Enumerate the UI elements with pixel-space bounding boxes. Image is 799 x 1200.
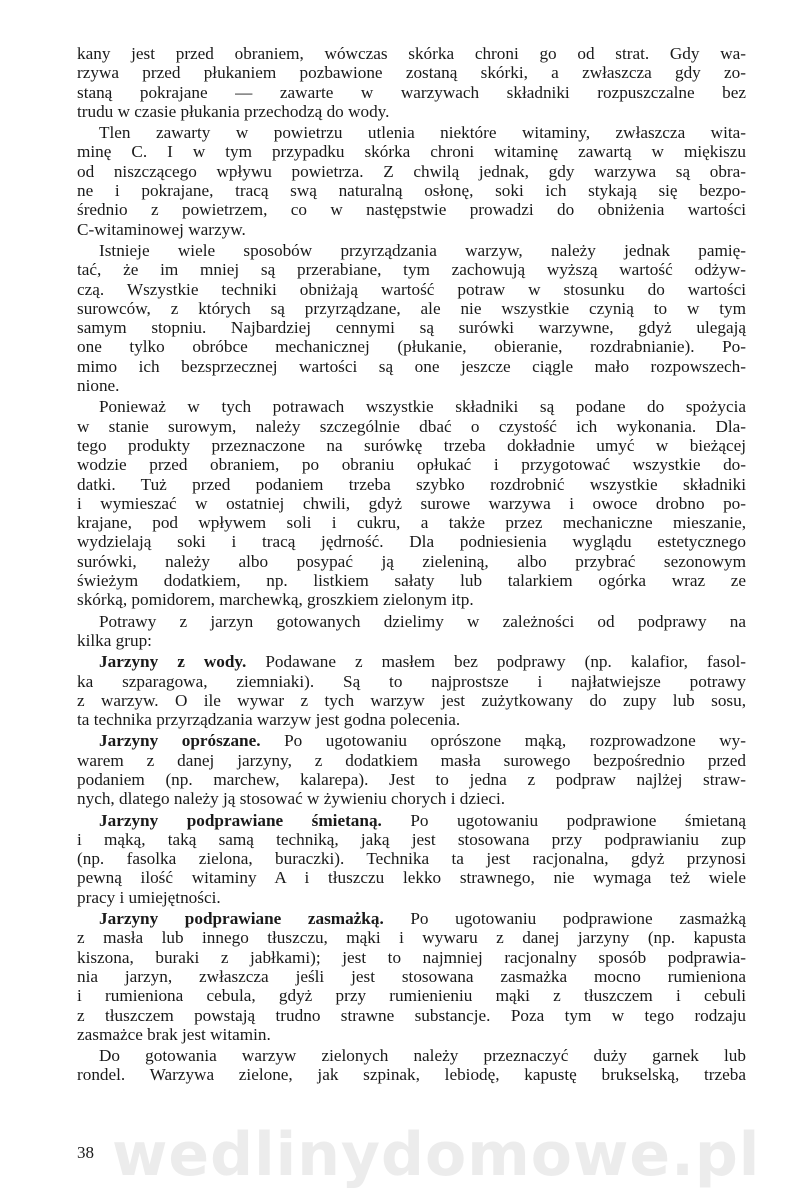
text-line [77,241,746,260]
line-text: zasmażce brak jest witamin. [77,1024,271,1044]
line-text: z masła lub innego tłuszczu, mąki i wywaru z danej jarzyny (np. kapusta [77,928,746,948]
text-line [77,417,746,436]
line-text: z tłuszczem powstają trudno strawne substancje. Poza tym w tego rodzaju [77,1005,746,1025]
page-body [77,44,746,1087]
text-line [77,475,746,494]
line-text: pracy i umiejętności. [77,887,221,907]
section-lead: Jarzyny oprószane. [99,731,261,751]
section-lead: Jarzyny podprawiane śmietaną. [99,810,382,830]
text-line [77,513,746,532]
line-text: minę C. I w tym przypadku skórka chroni witaminę zawartą w miękiszu [77,142,746,162]
line-text: wydzielają soki i tracą jędrność. Dla podniesienia wyglądu estetycznego [77,532,746,552]
section-lead: Jarzyny z wody. [99,652,247,672]
text-line [77,986,746,1005]
line-text: ka szparagowa, ziemniaki). Są to najprostsze i najłatwiejsze potrawy [77,671,746,691]
paragraph [77,241,746,395]
line-text: staną pokrajane — zawarte w warzywach składniki rozpuszczalne bez [77,82,746,102]
line-text: tać, że im mniej są przerabiane, tym zachowują wyższą wartość odżyw- [77,260,746,280]
line-text: Do gotowania warzyw zielonych należy przeznaczyć duży garnek lub [99,1046,746,1066]
paragraph [77,397,746,609]
text-line [77,181,746,200]
text-line [77,928,746,947]
line-text: czą. Wszystkie techniki obniżają wartość potraw w stosunku do wartości [77,279,746,299]
text-line [77,888,746,907]
line-text: Po ugotowaniu oprószone mąką, rozprowadzone wy- [260,731,746,751]
text-line [77,123,746,142]
line-text: mimo ich bezsprzecznej wartości są one jeszcze ciągle mało rozpowszech- [77,356,746,376]
line-text: (np. fasolka zielona, buraczki). Technika ta jest racjonalna, gdyż przynosi [77,849,746,869]
section-lead: Jarzyny podprawiane zasmażką. [99,909,384,929]
line-text: warem z danej jarzyny, z dodatkiem masła surowego bezpośrednio przed [77,750,746,770]
text-line [77,260,746,279]
line-text: Tlen zawarty w powietrzu utlenia niektóre witaminy, zwłaszcza wita- [99,123,746,143]
text-line [77,318,746,337]
line-text: i rumieniona cebula, gdyż przy rumienieniu mąki z tłuszczem i cebuli [77,986,746,1006]
line-text: surówki, należy albo posypać ją zieleniną, albo przybrać sezonowym [77,551,746,571]
text-line [77,789,746,808]
text-line [77,631,746,650]
text-line [77,63,746,82]
line-text: C-witaminowej warzyw. [77,219,246,239]
line-text: wodzie przed obraniem, po obraniu opłukać i przygotować wszystkie do- [77,455,746,475]
line-text: z warzyw. O ile wywar z tych warzyw jest zużytkowany do zupy lub sosu, [77,690,746,710]
line-text: nione. [77,376,120,396]
text-line [77,376,746,395]
text-line [77,397,746,416]
text-line [77,142,746,161]
line-text: Po ugotowaniu podprawione zasmażką [383,909,746,929]
paragraph [77,44,746,121]
text-line [77,337,746,356]
line-text: datki. Tuż przed podaniem trzeba szybko rozdrobnić wszystkie składniki [77,474,746,494]
text-line [77,967,746,986]
text-line [77,455,746,474]
text-line [77,830,746,849]
line-text: Ponieważ w tych potrawach wszystkie składniki są podane do spożycia [99,397,746,417]
paragraph [77,811,746,907]
line-text: podaniem (np. marchew, kalarepa). Jest to jedna z podpraw najlżej straw- [77,769,746,789]
text-line [77,590,746,609]
line-text: tego produkty przeznaczone na surówkę trzeba dokładnie umyć w bieżącej [77,435,746,455]
text-line [77,357,746,376]
line-text: ta technika przyrządzania warzyw jest godna polecenia. [77,710,461,730]
line-text: skórką, pomidorem, marchewką, groszkiem zielonym itp. [77,590,474,610]
text-line [77,494,746,513]
text-line [77,811,746,830]
text-line [77,691,746,710]
line-text: od niszczącego wpływu powietrza. Z chwilą jednak, gdy warzywa są obra- [77,161,746,181]
paragraph [77,612,746,651]
line-text: pewną ilość witaminy A i tłuszczu lekko strawnego, nie wymaga też wiele [77,868,746,888]
text-line [77,552,746,571]
line-text: ne i pokrajane, tracą swą naturalną osłonę, soki ich stykają się bezpo- [77,181,746,201]
line-text: kany jest przed obraniem, wówczas skórka chroni go od strat. Gdy wa- [77,44,746,63]
paragraph [77,123,746,239]
text-line [77,1046,746,1065]
line-text: Po ugotowaniu podprawione śmietaną [381,810,746,830]
text-line [77,731,746,750]
line-text: świeżym dodatkiem, np. listkiem sałaty lub talarkiem ogórka wraz ze [77,571,746,591]
paragraph [77,652,746,729]
line-text: kiszona, buraki z jabłkami); jest to najmniej racjonalny sposób podprawia- [77,947,746,967]
page-number: 38 [77,1143,94,1162]
line-text: Podawane z masłem bez podprawy (np. kalafior, fasol- [246,652,747,672]
line-text: Potrawy z jarzyn gotowanych dzielimy w zależności od podprawy na [99,611,746,631]
line-text: Istnieje wiele sposobów przyrządzania warzyw, należy jednak pamię- [99,240,746,260]
text-line [77,1006,746,1025]
line-text: surowców, z których są przyrządzane, ale nie wszystkie czynią to w tym [77,298,746,318]
text-line [77,44,746,63]
line-text: nych, dlatego należy ją stosować w żywieniu chorych i dzieci. [77,789,506,809]
paragraph [77,909,746,1044]
text-line [77,280,746,299]
text-line [77,849,746,868]
text-line [77,1025,746,1044]
line-text: krajane, pod wpływem soli i cukru, a także przez mechaniczne mieszanie, [77,513,746,533]
text-line [77,770,746,789]
text-line [77,612,746,631]
line-text: rzywa przed płukaniem pozbawione zostaną skórki, a zwłaszcza gdy zo- [77,63,746,83]
text-line [77,299,746,318]
paragraph [77,1046,746,1085]
text-line [77,102,746,121]
text-line [77,868,746,887]
line-text: w stanie surowym, należy szczególnie dbać o czystość ich wykonania. Dla- [77,416,746,436]
text-line [77,532,746,551]
line-text: średnio z powietrzem, co w następstwie prowadzi do obniżenia wartości [77,200,746,220]
line-text: kilka grup: [77,630,152,650]
text-line [77,751,746,770]
text-line [77,200,746,219]
line-text: i mąką, taką samą techniką, jaką jest stosowana przy podprawianiu zup [77,829,746,849]
text-line [77,162,746,181]
line-text: rondel. Warzywa zielone, jak szpinak, lebiodę, kapustę brukselską, trzeba [77,1065,746,1085]
text-line [77,710,746,729]
text-line [77,652,746,671]
line-text: trudu w czasie płukania przechodzą do wody. [77,101,390,121]
line-text: i wymieszać w ostatniej chwili, gdyż surowe warzywa i owoce drobno po- [77,493,746,513]
line-text: samym stopniu. Najbardziej cennymi są surówki warzywne, gdyż ulegają [77,318,746,338]
line-text: nia jarzyn, zwłaszcza jeśli jest stosowana zasmażka mocno rumieniona [77,966,746,986]
text-line [77,83,746,102]
text-line [77,672,746,691]
text-line [77,436,746,455]
text-line [77,948,746,967]
line-text: one tylko obróbce mechanicznej (płukanie, obieranie, rozdrabnianie). Po- [77,337,746,357]
text-line [77,571,746,590]
text-line [77,220,746,239]
text-line [77,909,746,928]
paragraph [77,731,746,808]
watermark: wedlinydomowe.pl [112,1120,761,1190]
text-line [77,1065,746,1084]
